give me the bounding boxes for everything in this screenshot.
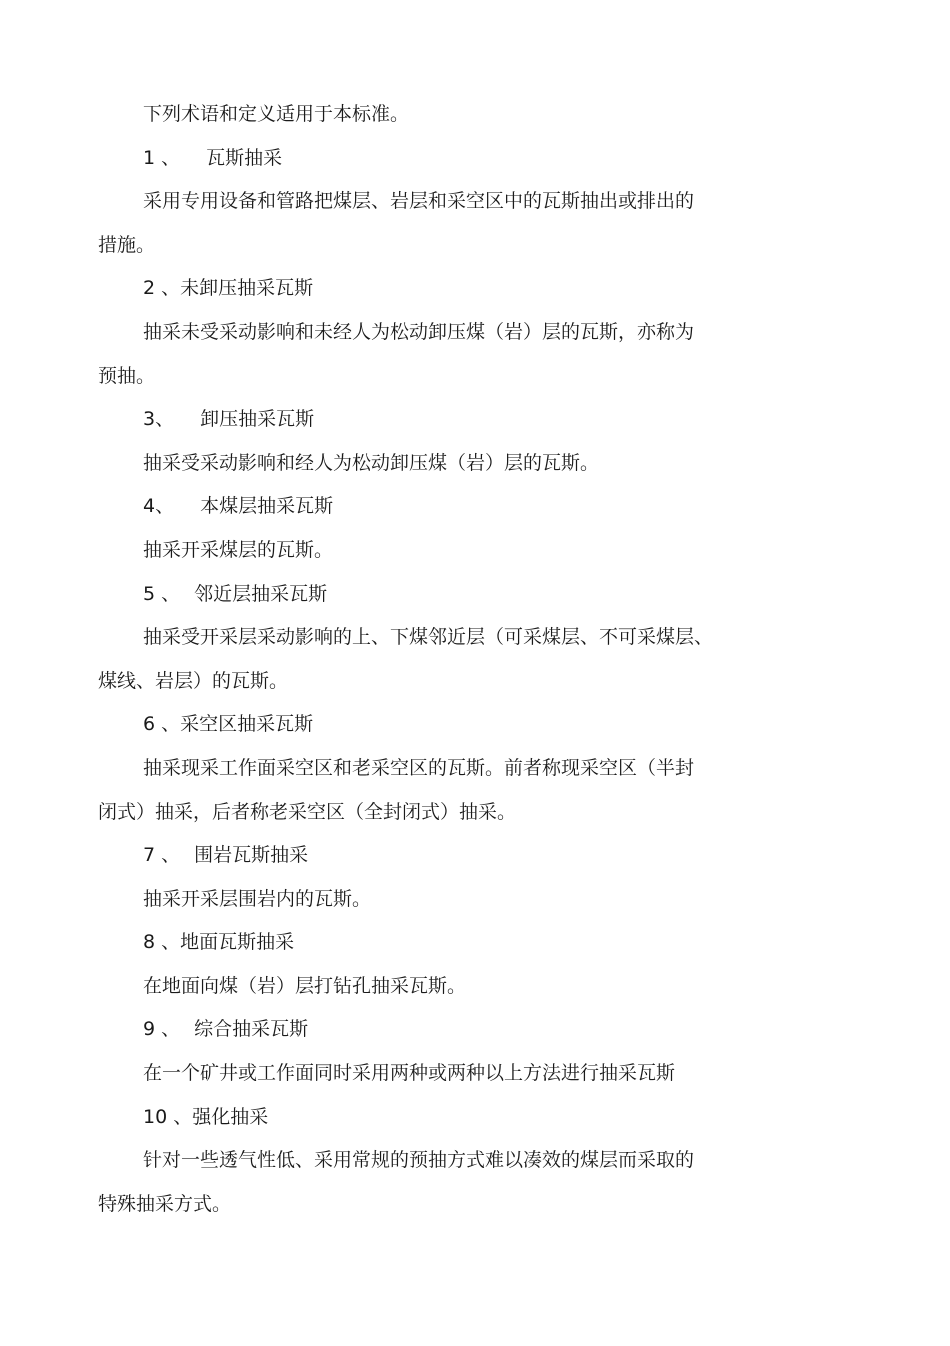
term-title: 强化抽采 <box>192 1105 269 1128</box>
term-heading-7 <box>98 834 778 878</box>
term-heading-4 <box>98 485 778 529</box>
term-heading-8 <box>98 921 778 965</box>
term-definition-line: 抽采未受采动影响和未经人为松动卸压煤（岩）层的瓦斯，亦称为 <box>143 320 695 343</box>
term-title: 围岩瓦斯抽采 <box>194 844 309 867</box>
term-definition-line: 抽采受开采层采动影响的上、下煤邻近层（可采煤层、不可采煤层、 <box>143 626 714 649</box>
term-title: 综合抽采瓦斯 <box>194 1018 309 1041</box>
term-definition-line: 抽采开采层围岩内的瓦斯。 <box>143 887 372 910</box>
term-definition-line: 特殊抽采方式。 <box>98 1192 232 1215</box>
term-heading-6 <box>98 703 778 747</box>
term-title: 采空区抽采瓦斯 <box>180 713 314 736</box>
term-definition-line: 预抽。 <box>98 364 156 387</box>
term-number: 10 、 <box>143 1105 193 1128</box>
term-number: 7 、 <box>143 844 181 867</box>
term-definition-line: 采用专用设备和管路把煤层、岩层和采空区中的瓦斯抽出或排出的 <box>143 190 695 213</box>
term-definition-line: 煤线、岩层）的瓦斯。 <box>98 669 289 692</box>
term-title: 瓦斯抽采 <box>206 146 283 169</box>
term-definition-line: 抽采受采动影响和经人为松动卸压煤（岩）层的瓦斯。 <box>143 451 600 474</box>
intro-paragraph: 下列术语和定义适用于本标准。 <box>143 103 410 125</box>
term-heading-2 <box>98 267 778 311</box>
term-definition-line: 抽采开采煤层的瓦斯。 <box>143 538 334 561</box>
term-heading-3 <box>98 398 778 442</box>
term-number: 1 、 <box>143 146 181 169</box>
term-definition-line: 措施。 <box>98 233 156 256</box>
term-title: 地面瓦斯抽采 <box>180 931 295 954</box>
term-title: 未卸压抽采瓦斯 <box>180 277 314 300</box>
term-definition-line: 抽采现采工作面采空区和老采空区的瓦斯。前者称现采空区（半封 <box>143 756 695 779</box>
term-number: 6 、 <box>143 713 181 736</box>
term-heading-9 <box>98 1008 778 1052</box>
term-heading-5 <box>98 573 778 617</box>
term-definition-line: 针对一些透气性低、采用常规的预抽方式难以凑效的煤层而采取的 <box>143 1149 695 1172</box>
term-number: 4、 <box>143 495 175 518</box>
term-number: 5 、 <box>143 582 181 605</box>
term-title: 邻近层抽采瓦斯 <box>194 582 328 605</box>
term-definition-line: 在地面向煤（岩）层打钻孔抽采瓦斯。 <box>143 974 467 997</box>
document-body <box>98 93 778 1226</box>
term-number: 8 、 <box>143 931 181 954</box>
term-number: 9 、 <box>143 1018 181 1041</box>
term-heading-10 <box>98 1096 778 1140</box>
term-definition-line: 闭式）抽采，后者称老采空区（全封闭式）抽采。 <box>98 800 517 823</box>
term-definition-line: 在一个矿井或工作面同时采用两种或两种以上方法进行抽采瓦斯 <box>143 1062 676 1085</box>
term-title: 本煤层抽采瓦斯 <box>200 495 334 518</box>
term-number: 2 、 <box>143 277 181 300</box>
term-title: 卸压抽采瓦斯 <box>200 408 315 431</box>
term-heading-1 <box>98 137 778 181</box>
term-number: 3、 <box>143 408 175 431</box>
